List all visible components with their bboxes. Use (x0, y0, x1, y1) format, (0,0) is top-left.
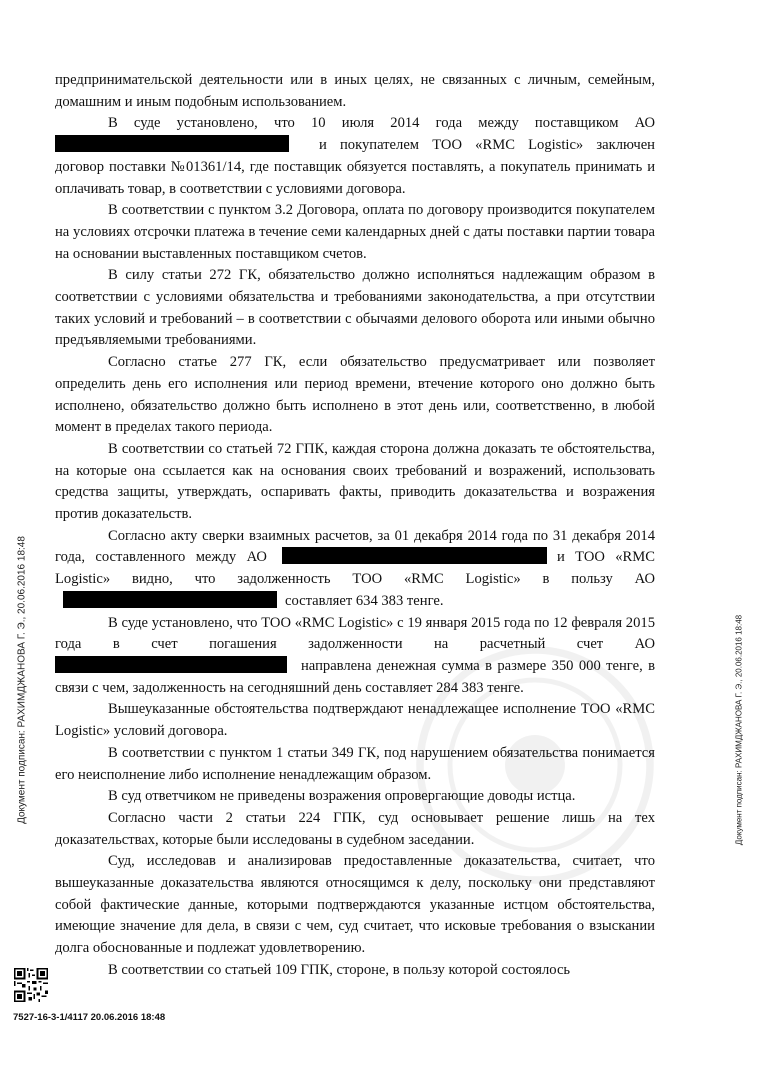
document-body (55, 70, 655, 982)
redacted-block (282, 547, 547, 564)
redacted-block (55, 656, 287, 673)
paragraph (55, 526, 655, 613)
paragraph-text: Согласно акту сверки взаимных расчетов, за 01 декабря 2014 года по 31 декабря 2014 года, составленного между АО (55, 527, 655, 566)
paragraph-text: В суде установлено, что ТОО «RMC Logistic» с 19 января 2015 года по 12 февраля 2015 года в счет погашения задолженности на расчетный счет АО (55, 614, 655, 653)
paragraph: Согласно статье 277 ГК, если обязательство предусматривает или позволяет определить день его исполнения или период времени, втечение которого оно должно быть исполнено, обязательство должно быть исполнено в этот день или, соответственно, в любой момент в пределах такого периода. (55, 354, 655, 436)
paragraph: В соответствии с пунктом 3.2 Договора, оплата по договору производится покупателем на условиях отсрочки платежа в течение семи календарных дней с даты поставки партии товара на основании выставленных поставщиком счетов. (55, 202, 655, 262)
qr-code-icon (14, 968, 48, 1002)
document-registration-number: 7527-16-3-1/4117 20.06.2016 18:48 (13, 1012, 166, 1023)
redacted-block (55, 135, 289, 152)
paragraph-text: составляет 634 383 тенге. (285, 592, 444, 609)
paragraph: В соответствии с пунктом 1 статьи 349 ГК, под нарушением обязательства понимается его неисполнение либо исполнение ненадлежащим образом. (55, 744, 655, 783)
paragraph-text: и ТОО «RMC Logistic» видно, что задолженность ТОО «RMC Logistic» в пользу АО (55, 549, 655, 588)
paragraph-text: В суде установлено, что 10 июля 2014 года между поставщиком АО (108, 115, 655, 132)
paragraph-text: направлена денежная сумма в размере 350 000 тенге, в связи с чем, задолженность на сегодняшний день составляет 284 383 тенге. (55, 657, 655, 696)
paragraph: В соответствии со статьей 72 ГПК, каждая сторона должна доказать те обстоятельства, на которые она ссылается как на основания своих требований и возражений, использовать средства защиты, утверждать, оспаривать факты, приводить доказательства и возражения против доказательств. (55, 440, 655, 523)
right-signature-stamp (732, 600, 746, 860)
paragraph (55, 113, 655, 200)
signature-text: Документ подписан: РАХИМДЖАНОВА Г. Э., 20.06.2016 18:48 (734, 614, 744, 846)
paragraph: Согласно части 2 статьи 224 ГПК, суд основывает решение лишь на тех доказательствах, которые были исследованы в судебном заседании. (55, 809, 655, 848)
paragraph: В суд ответчиком не приведены возражения опровергающие доводы истца. (108, 788, 576, 805)
paragraph: В соответствии со статьей 109 ГПК, стороне, в пользу которой состоялось (108, 961, 571, 978)
paragraph: Вышеуказанные обстоятельства подтверждают ненадлежащее исполнение ТОО «RMC Logistic» условий договора. (55, 701, 655, 740)
signature-text: Документ подписан: РАХИМДЖАНОВА Г. Э., 20.06.2016 18:48 (16, 536, 28, 824)
paragraph: В силу статьи 272 ГК, обязательство должно исполняться надлежащим образом в соответствии с условиями обязательства и требованиями законодательства, а при отсутствии таких условий и требований – в соответствии с обычаями делового оборота или иными обычно предъявляемыми требованиями. (55, 267, 655, 349)
left-signature-stamp (14, 510, 30, 850)
redacted-block (63, 591, 277, 608)
paragraph (55, 613, 655, 700)
paragraph-text: и покупателем ТОО «RMC Logistic» заключен договор поставки №01361/14, где поставщик обязуется поставлять, а покупатель принимать и оплачивать товар, в соответствии с условиями договора. (55, 137, 655, 197)
paragraph: предпринимательской деятельности или в иных целях, не связанных с личным, семейным, домашним и иным подобным использованием. (55, 72, 655, 110)
paragraph: Суд, исследовав и анализировав предоставленные доказательства, считает, что вышеуказанные доказательства являются относящимся к делу, поскольку они представляют собой фактические данные, которыми подтверждаются указанные истцом обстоятельства, имеющие значение для дела, в связи с чем, суд считает, что исковые требования о взыскании долга обоснованные и подлежат удовлетворению. (55, 853, 655, 957)
